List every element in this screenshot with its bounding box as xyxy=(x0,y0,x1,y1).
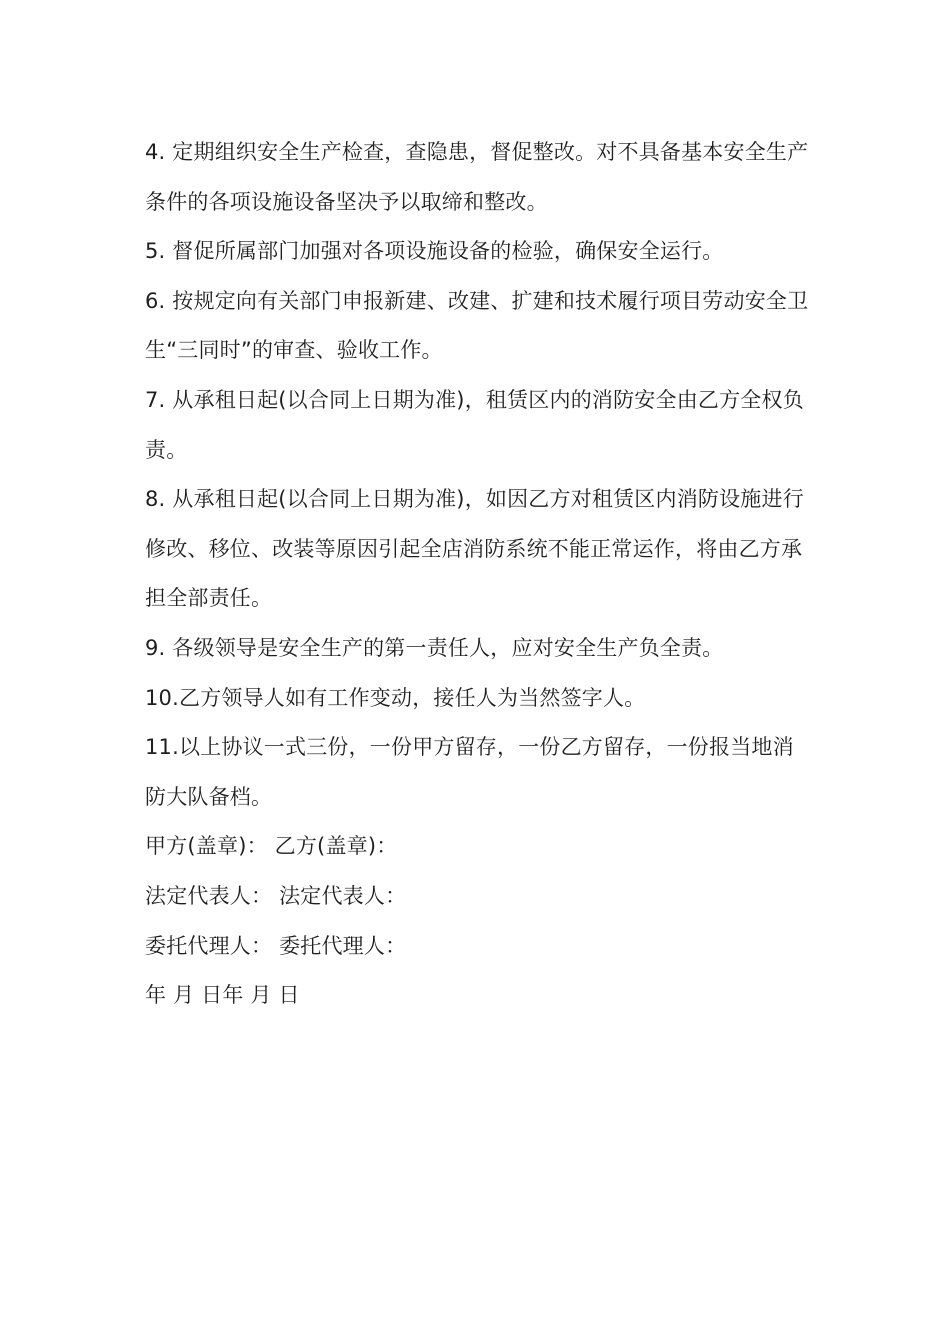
clause-9: 9. 各级领导是安全生产的第一责任人，应对安全生产负全责。 xyxy=(145,635,724,660)
clause-5: 5. 督促所属部门加强对各项设施设备的检验，确保安全运行。 xyxy=(145,239,724,264)
clause-6: 6. 按规定向有关部门申报新建、改建、扩建和技术履行项目劳动安全卫生“三同时”的审查、验收工作。 xyxy=(145,288,809,363)
legal-representative-line: 法定代表人： 法定代表人： xyxy=(145,883,407,908)
seal-line: 甲方(盖章)： 乙方(盖章)： xyxy=(145,834,398,859)
clause-8: 8. 从承租日起(以合同上日期为准)，如因乙方对租赁区内消防设施进行修改、移位、改装等原因引起全店消防系统不能正常运作，将由乙方承担全部责任。 xyxy=(145,487,804,611)
clause-11: 11.以上协议一式三份，一份甲方留存，一份乙方留存，一份报当地消防大队备档。 xyxy=(145,735,794,809)
document-body xyxy=(145,128,810,1021)
authorized-agent-line: 委托代理人： 委托代理人： xyxy=(145,933,407,958)
clause-4: 4. 定期组织安全生产检查，查隐患，督促整改。对不具备基本安全生产条件的各项设施设备坚决予以取缔和整改。 xyxy=(145,140,809,214)
clause-7: 7. 从承租日起(以合同上日期为准)，租赁区内的消防安全由乙方全权负责。 xyxy=(145,387,804,462)
date-line: 年 月 日年 月 日 xyxy=(145,983,300,1008)
clause-10: 10.乙方领导人如有工作变动，接任人为当然签字人。 xyxy=(145,685,646,710)
